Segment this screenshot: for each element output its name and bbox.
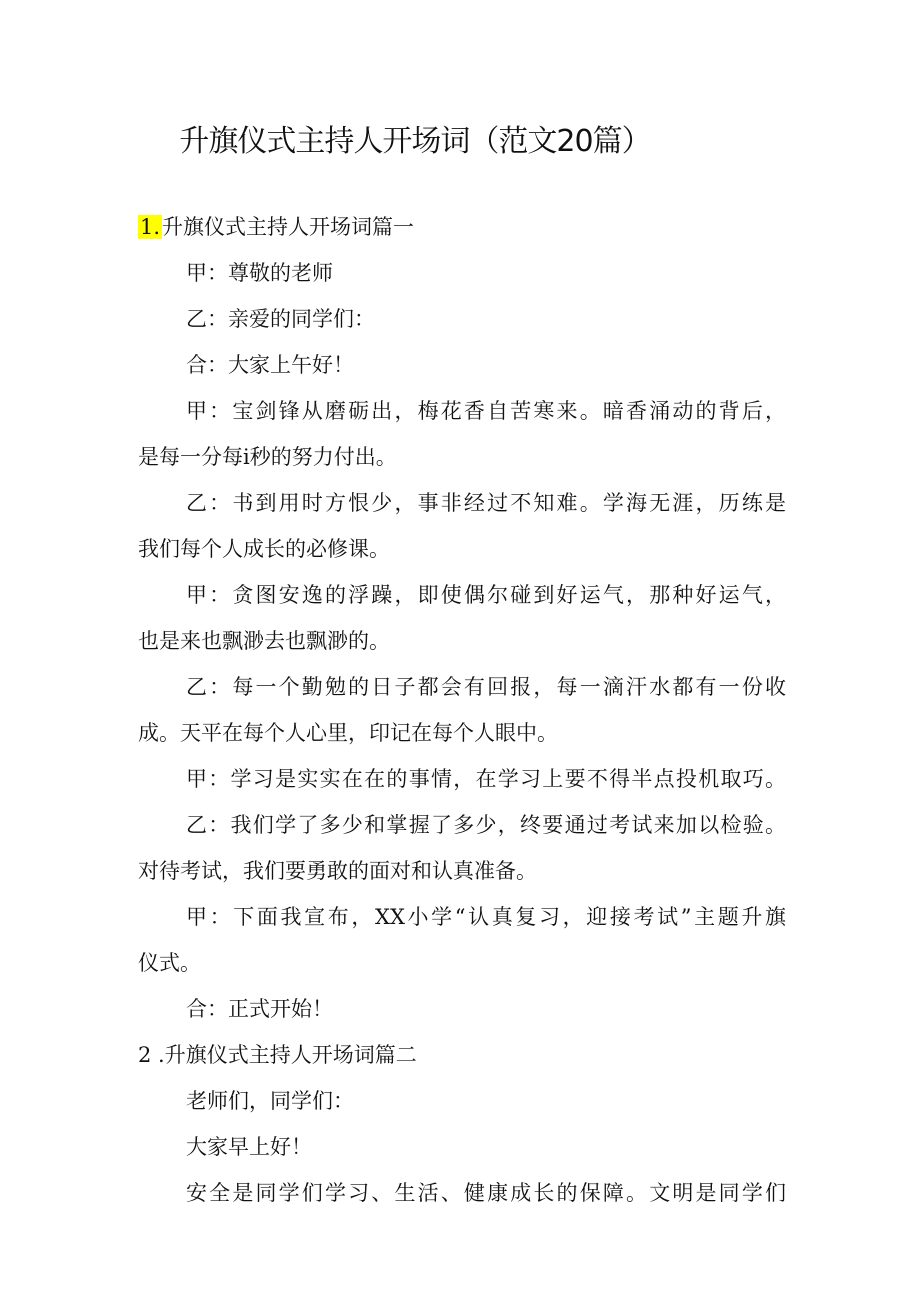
paragraph-line: 甲：宝剑锋从磨砺出，梅花香自苦寒来。暗香涌动的背后， <box>186 399 786 423</box>
paragraph-line: 合：正式开始！ <box>186 997 333 1021</box>
document-title: 升旗仪式主持人开场词（范文20篇） <box>179 124 651 159</box>
paragraph-line: 合：大家上午好！ <box>186 353 354 377</box>
section-number-highlighted: 1. <box>140 215 161 239</box>
paragraph-line: 成。天平在每个人心里，印记在每个人眼中。 <box>138 721 558 745</box>
section-heading <box>138 204 786 250</box>
paragraph-line: 乙：我们学了多少和掌握了多少，终要通过考试来加以检验。 <box>186 813 786 837</box>
paragraph-line: 甲：学习是实实在在的事情，在学习上要不得半点投机取巧。 <box>186 767 786 791</box>
paragraph-line: 也是来也飘渺去也飘渺的。 <box>138 629 390 653</box>
paragraph-line: 甲：贪图安逸的浮躁，即使偶尔碰到好运气，那种好运气， <box>186 583 786 607</box>
paragraph-line: 乙：亲爱的同学们： <box>186 307 375 331</box>
paragraph-line: 乙：书到用时方恨少，事非经过不知难。学海无涯，历练是 <box>186 491 786 515</box>
paragraph-line: 甲：尊敬的老师 <box>186 261 333 285</box>
paragraph-line: 乙：每一个勤勉的日子都会有回报，每一滴汗水都有一份收 <box>186 675 786 699</box>
paragraph-line: 是每一分每i秒的努力付出。 <box>138 445 397 469</box>
section-heading <box>138 1032 786 1078</box>
section-number: 2 . <box>138 1043 165 1067</box>
document-body <box>138 204 786 1216</box>
paragraph-line: 我们每个人成长的必修课。 <box>138 537 390 561</box>
paragraph-line: 仪式。 <box>138 951 201 975</box>
paragraph-line: 老师们，同学们： <box>186 1089 354 1113</box>
section-title: 升旗仪式主持人开场词篇二 <box>164 1043 417 1067</box>
paragraph-line: 对待考试，我们要勇敢的面对和认真准备。 <box>138 859 537 883</box>
paragraph-line: 甲：下面我宣布，XX小学“认真复习，迎接考试”主题升旗 <box>186 905 786 929</box>
section-title: 升旗仪式主持人开场词篇一 <box>162 215 415 239</box>
paragraph-line: 大家早上好！ <box>186 1135 312 1159</box>
paragraph-line: 安全是同学们学习、生活、健康成长的保障。文明是同学们 <box>186 1181 786 1205</box>
